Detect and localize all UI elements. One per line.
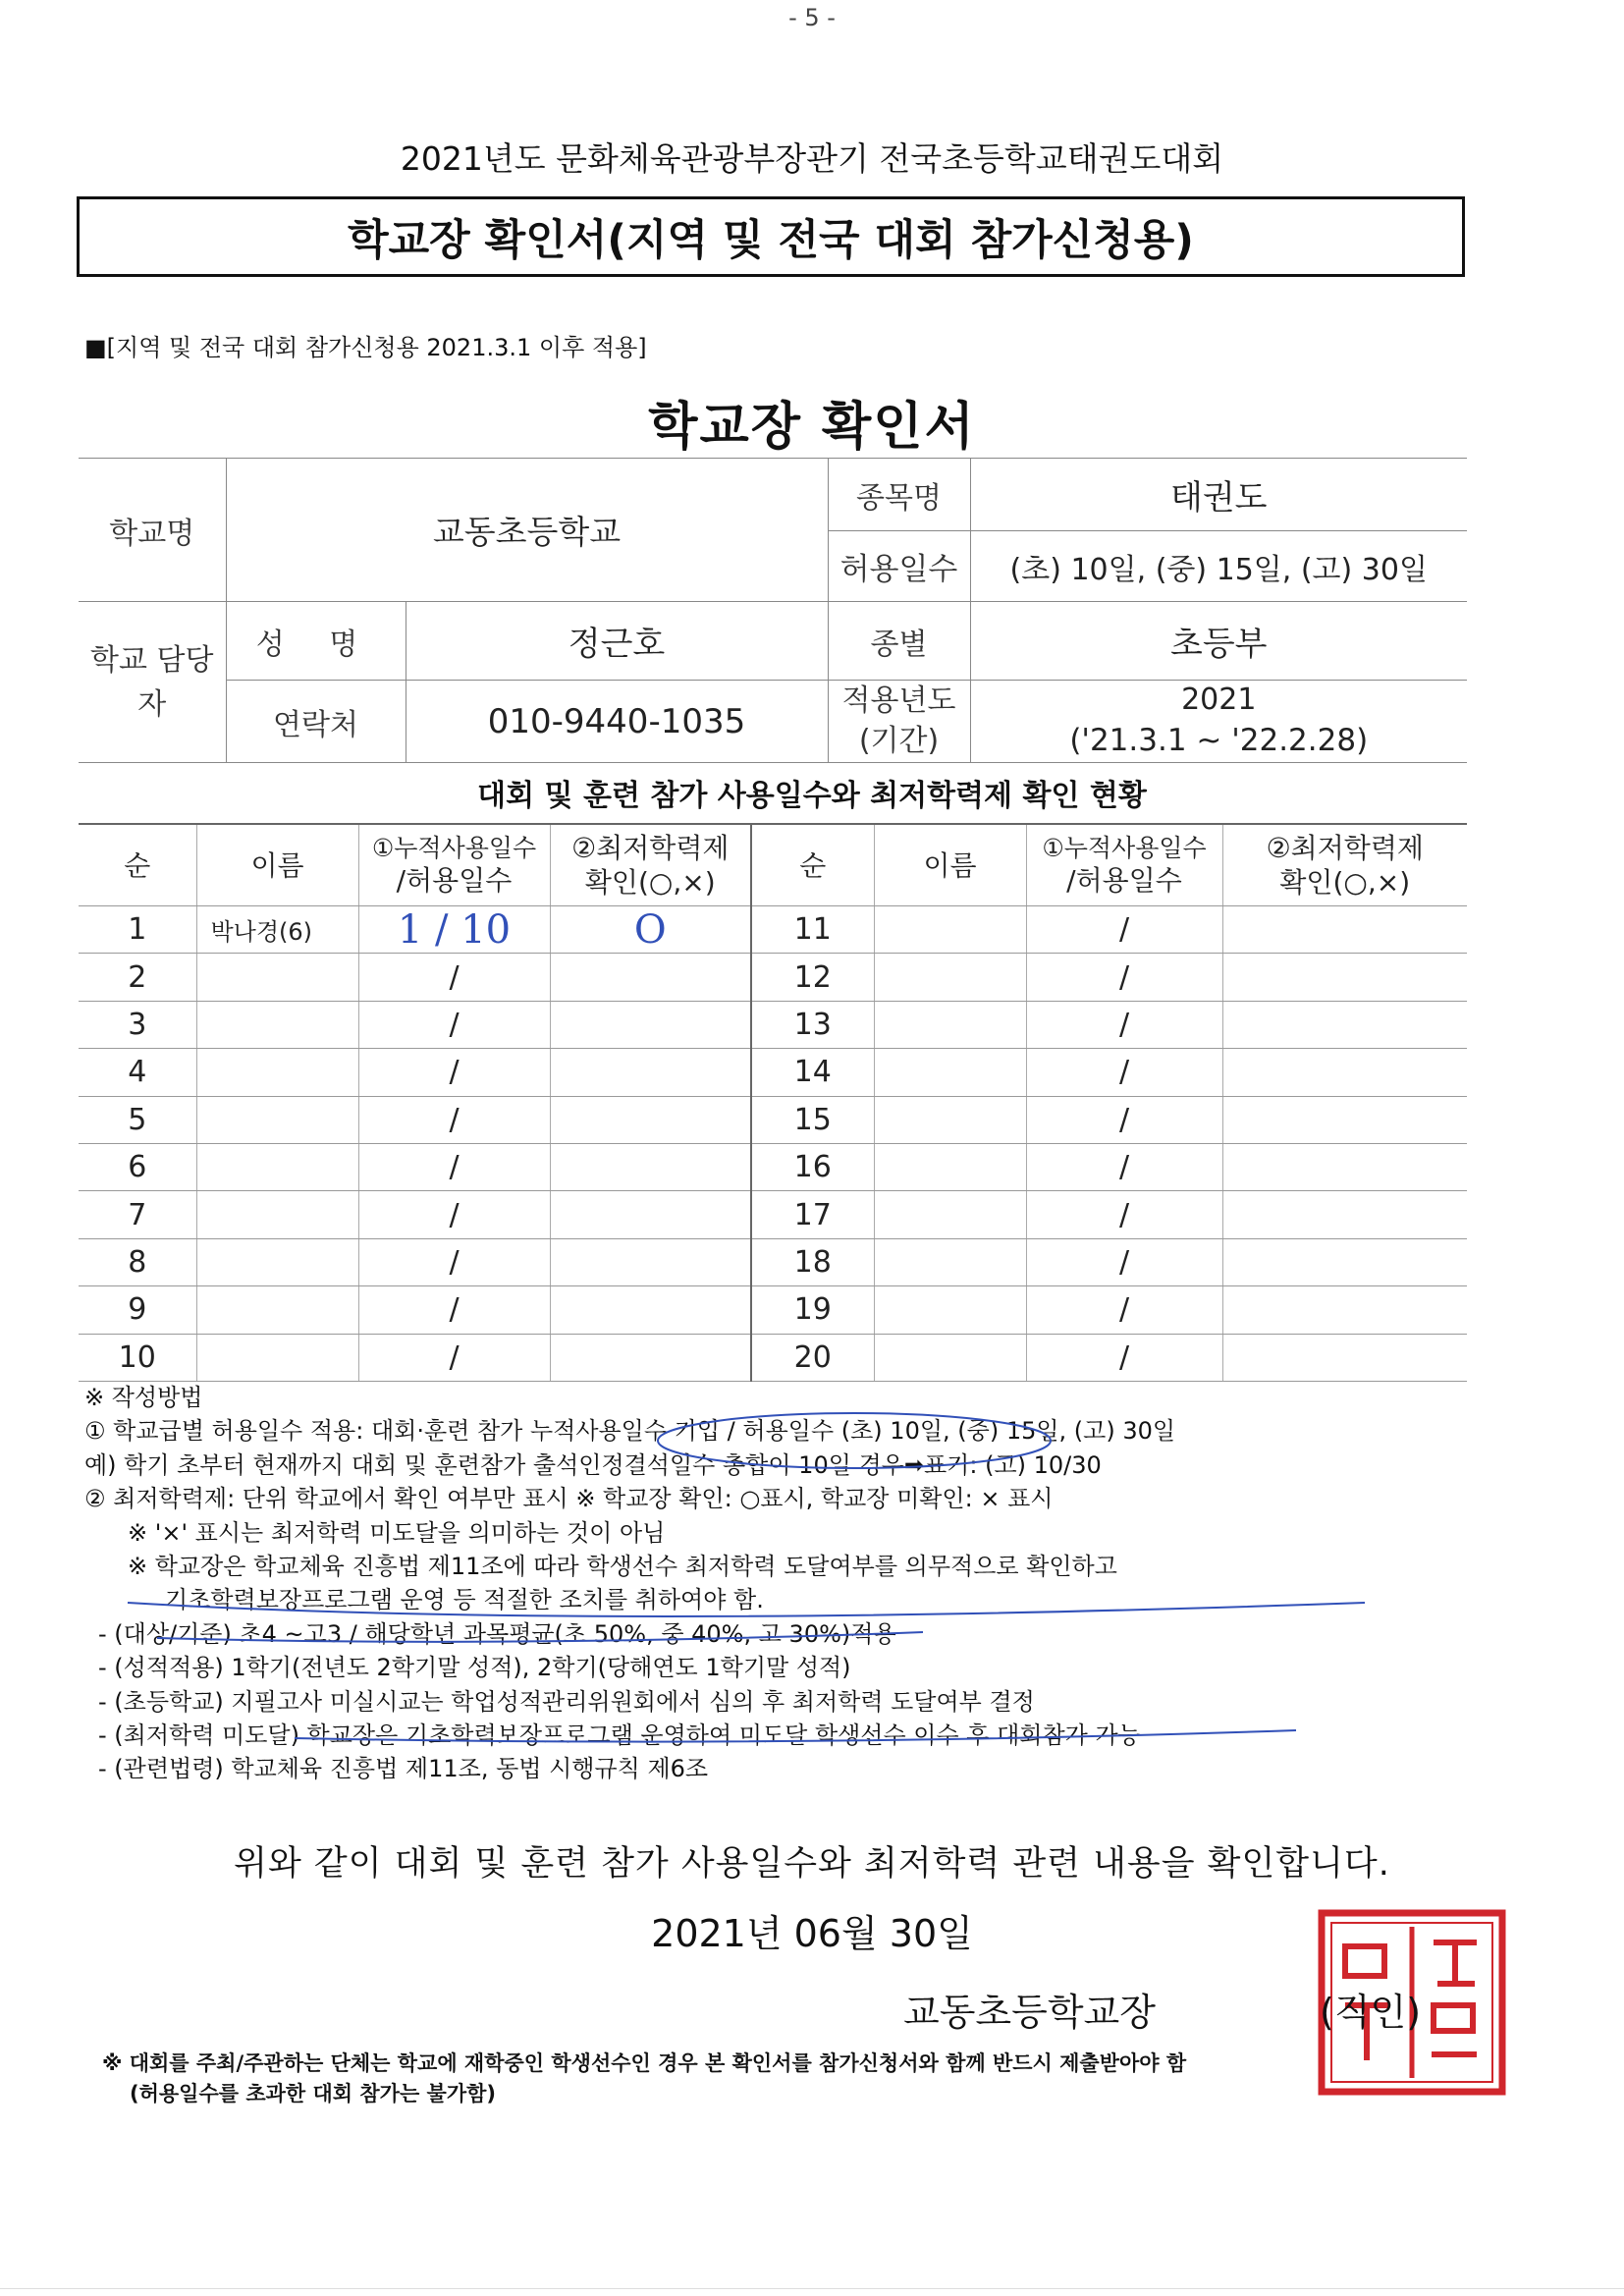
division-value: 초등부 <box>970 602 1467 681</box>
pen-underline-mark <box>157 1632 923 1642</box>
event-title: 2021년도 문화체육관광부장관기 전국초등학교태권도대회 <box>400 139 1224 178</box>
row-number: 2 <box>79 954 196 1001</box>
row-number: 10 <box>79 1334 196 1381</box>
header-no: 순 <box>79 824 196 906</box>
instruction-line: - (성적적용) 1학기(전년도 2학기말 성적), 2학기(당해연도 1학기말 성적) <box>98 1654 851 1682</box>
header-used-right: ①누적사용일수 <box>1042 833 1207 862</box>
row-number: 13 <box>751 1001 874 1048</box>
pen-circle-mark <box>658 1413 1051 1468</box>
header-check: 확인(○,×) <box>584 866 716 899</box>
used-days-cell: / <box>1026 1001 1222 1048</box>
row-number: 8 <box>79 1238 196 1285</box>
instruction-line: 예) 학기 초부터 현재까지 대회 및 훈련참가 출석인정결석일수 총합이 10일 경우➡표기: (고) 10/30 <box>84 1450 1102 1479</box>
school-label: 학교명 <box>79 459 226 602</box>
used-days-cell: / <box>358 954 550 1001</box>
footer-note <box>102 2049 1496 2109</box>
student-name: 박나경(6) <box>196 906 358 954</box>
row-number: 9 <box>79 1286 196 1334</box>
staff-name: 정근호 <box>406 602 828 681</box>
applicability-note: ■[지역 및 전국 대회 참가신청용 2021.3.1 이후 적용] <box>84 334 647 361</box>
row-number: 12 <box>751 954 874 1001</box>
year-label: 적용년도 <box>841 683 956 718</box>
header-allowed-right: /허용일수 <box>1066 864 1182 898</box>
used-days-cell: / <box>358 1049 550 1096</box>
row-number: 5 <box>79 1096 196 1143</box>
header-check-right: 확인(○,×) <box>1279 866 1411 899</box>
header-name: 이름 <box>196 824 358 906</box>
row-number: 16 <box>751 1143 874 1190</box>
row-number: 18 <box>751 1238 874 1285</box>
document-title: 학교장 확인서 <box>648 398 976 457</box>
row-number: 1 <box>79 906 196 954</box>
section-title: 대회 및 훈련 참가 사용일수와 최저학력제 확인 현황 <box>477 779 1147 813</box>
signature-date: 2021년 06월 30일 <box>651 1912 973 1955</box>
division-label: 종별 <box>828 602 970 681</box>
instruction-heading: ※ 작성방법 <box>84 1384 203 1411</box>
instruction-line: - (대상/기준) 초4 ~고3 / 해당학년 과목평균(초 50%, 중 40%, 고 30%)적용 <box>98 1619 896 1648</box>
period-label: (기간) <box>858 723 940 758</box>
header-allowed: /허용일수 <box>396 864 513 898</box>
contact-value: 010-9440-1035 <box>406 681 828 763</box>
row-number: 20 <box>751 1334 874 1381</box>
instruction-line: ① 학교급별 허용일수 적용: 대회·훈련 참가 누적사용일수 기입 / 허용일수 (초) 10일, (중) 15일, (고) 30일 <box>84 1417 1176 1446</box>
row-number: 17 <box>751 1191 874 1238</box>
sport-label: 종목명 <box>828 459 970 531</box>
used-days-cell: / <box>1026 1096 1222 1143</box>
form-title: 학교장 확인서(지역 및 전국 대회 참가신청용) <box>348 215 1194 265</box>
header-min: ②최저학력제 <box>571 832 730 864</box>
pen-underline-mark <box>128 1603 1365 1616</box>
instruction-line: - (최저학력 미도달) 학교장은 기초학력보장프로그램 운영하여 미도달 학생선수 이수 후 대회참가 가능 <box>98 1722 1141 1750</box>
row-number: 4 <box>79 1049 196 1096</box>
period-value: ('21.3.1 ~ '22.2.28) <box>1069 722 1369 758</box>
used-days-cell: / <box>358 1143 550 1190</box>
confirmation-statement: 위와 같이 대회 및 훈련 참가 사용일수와 최저학력 관련 내용을 확인합니다. <box>234 1844 1390 1884</box>
instruction-line: 기초학력보장프로그램 운영 등 적절한 조치를 취하여야 함. <box>165 1586 764 1614</box>
used-days-cell: 1 / 10 <box>358 906 550 954</box>
used-days-cell: / <box>1026 1191 1222 1238</box>
used-days-cell: / <box>1026 1286 1222 1334</box>
sport-value: 태권도 <box>970 459 1467 531</box>
instruction-line: ※ '×' 표시는 최저학력 미도달을 의미하는 것이 아님 <box>128 1518 666 1547</box>
row-number: 15 <box>751 1096 874 1143</box>
used-days-cell: / <box>1026 954 1222 1001</box>
staff-label: 학교 담당자 <box>79 602 226 763</box>
name-label: 성 명 <box>226 602 406 681</box>
principal-title: 교동초등학교장 <box>903 1991 1156 2034</box>
min-academic-check: O <box>550 906 751 954</box>
used-days-cell: / <box>358 1286 550 1334</box>
instruction-line: - (초등학교) 지필고사 미실시교는 학업성적관리위원회에서 심의 후 최저학력 도달여부 결정 <box>98 1687 1035 1716</box>
row-number: 7 <box>79 1191 196 1238</box>
allowed-days-label: 허용일수 <box>828 531 970 602</box>
seal-label: (직인) <box>1320 1991 1422 2034</box>
instruction-line: ② 최저학력제: 단위 학교에서 확인 여부만 표시 ※ 학교장 확인: ○표시, 학교장 미확인: × 표시 <box>84 1485 1054 1513</box>
used-days-cell: / <box>358 1238 550 1285</box>
year-value: 2021 <box>1181 683 1257 718</box>
used-days-cell: / <box>358 1096 550 1143</box>
used-days-cell: / <box>1026 1334 1222 1381</box>
row-number: 14 <box>751 1049 874 1096</box>
used-days-cell: / <box>358 1001 550 1048</box>
row-number: 11 <box>751 906 874 954</box>
row-number: 3 <box>79 1001 196 1048</box>
header-name-right: 이름 <box>874 824 1026 906</box>
header-min-right: ②최저학력제 <box>1266 832 1424 864</box>
header-no-right: 순 <box>751 824 874 906</box>
instruction-line: ※ 학교장은 학교체육 진흥법 제11조에 따라 학생선수 최저학력 도달여부를 의무적으로 확인하고 <box>128 1553 1117 1581</box>
row-number: 19 <box>751 1286 874 1334</box>
school-name: 교동초등학교 <box>226 459 828 602</box>
header-used: ①누적사용일수 <box>371 833 537 862</box>
footer-line: (허용일수를 초과한 대회 참가는 불가함) <box>130 2082 497 2105</box>
used-days-cell: / <box>358 1191 550 1238</box>
instruction-line: - (관련법령) 학교체육 진흥법 제11조, 동법 시행규칙 제6조 <box>98 1755 709 1783</box>
used-days-cell: / <box>1026 1143 1222 1190</box>
scan-edge <box>0 2288 1624 2289</box>
used-days-cell: / <box>358 1334 550 1381</box>
page-number: - 5 - <box>788 4 836 31</box>
pen-underline-mark <box>295 1730 1296 1742</box>
used-days-cell: / <box>1026 1238 1222 1285</box>
used-days-cell: / <box>1026 906 1222 954</box>
allowed-days-value: (초) 10일, (중) 15일, (고) 30일 <box>970 531 1467 602</box>
footer-line: ※ 대회를 주최/주관하는 단체는 학교에 재학중인 학생선수인 경우 본 확인서를 참가신청서와 함께 반드시 제출받아야 함 <box>102 2051 1187 2075</box>
used-days-cell: / <box>1026 1049 1222 1096</box>
row-number: 6 <box>79 1143 196 1190</box>
contact-label: 연락처 <box>226 681 406 763</box>
